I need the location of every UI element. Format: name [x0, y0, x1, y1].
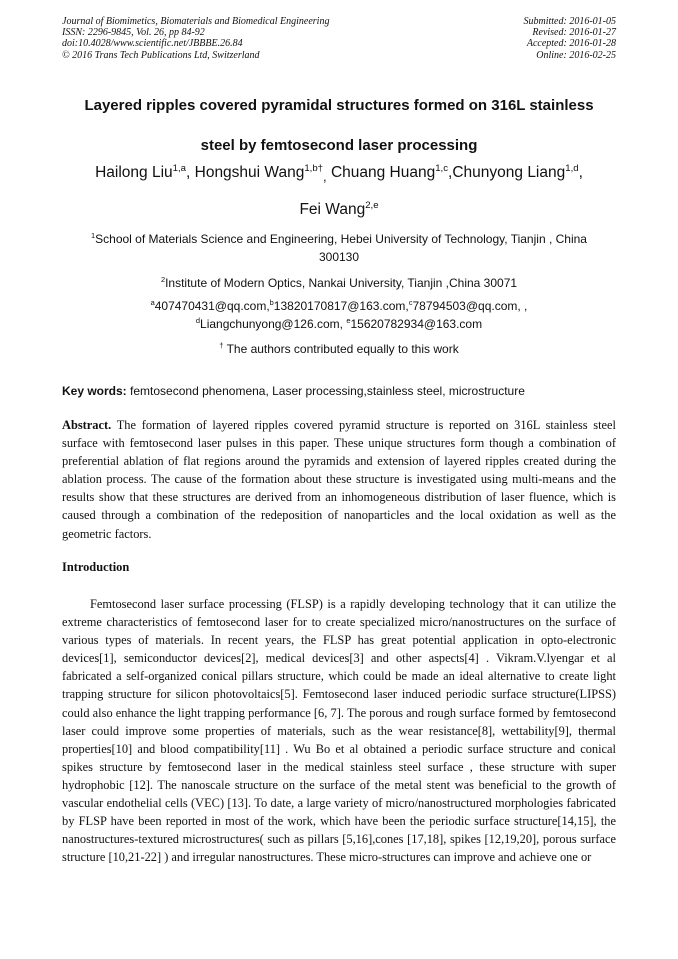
journal-name: Journal of Biomimetics, Biomaterials and Biomedical Engineering: [62, 16, 330, 27]
email-sup: b: [269, 298, 274, 307]
note-sup: †: [219, 341, 224, 350]
title-line-2: steel by femtosecond laser processing: [200, 137, 478, 154]
email-address: Liangchunyong@126.com,: [200, 317, 343, 331]
date-online: Online: 2016-02-25: [536, 49, 616, 61]
email-address: 15620782934@163.com: [350, 317, 483, 331]
author-name: Chuang Huang: [330, 164, 436, 181]
email-address: 407470431@qq.com,: [154, 299, 270, 313]
author-sup: 1,b†: [304, 162, 324, 174]
email-sup: a: [150, 298, 155, 307]
affiliation-text: Institute of Modern Optics, Nankai University, Tianjin ,China 30071: [165, 276, 518, 290]
affiliation-sup: 2: [160, 275, 166, 284]
email-sup: e: [346, 316, 351, 325]
introduction-text: Femtosecond laser surface processing (FLSP) is a rapidly developing technology that it can utilize the extreme characteristics of femtosecond laser for to create specialized micro/nanostructures on the surface of various types of materials. In recent years, the FLSP has great potential application in opto-electronic devices[1], semiconductor devices[2], medical devices[3] and other aspects[4] . Vikram.V.lyengar et al fabricated a self-organized conical pillars structure, which could be made an ideal alternative to create light trapping structure for silicon photovoltaics[5]. Femtosecond laser induced periodic surface structure(LIPSS) could also enhance the light trapping performance [6, 7]. The porous and rough surface formed by femtosecond laser could improve some properties of materials, such as the wear resistance[8], wettability[9], thermal properties[10] and blood compatibility[11] . Wu Bo et al obtained a periodic surface structure and conical spikes structure by femtosecond laser in the medical stainless steel surface , these structure with super hydrophobic [12]. The nanoscale structure on the surface of the metal stent was beneficial to the growth of vascular endothelial cells (VEC) [13]. To date, a large variety of micro/nanostructured morphologies fabricated by FLSP have been reported in most of the work, which have been the periodic surface structure[14,15], the nanostructures-textured microstructures( such as pillars [5,16],cones [17,18], spikes [12,19,20], porous surface structure [10,21-22] ) and irregular nanostructures. These micro-structures can improve and achieve one or: [62, 597, 616, 865]
keywords: [62, 383, 616, 399]
author-line-2: [40, 193, 638, 226]
equal-contribution-note: [70, 340, 608, 358]
note-text: The authors contributed equally to this work: [226, 342, 459, 356]
email-list: [70, 297, 608, 333]
affiliation-text: School of Materials Science and Engineering, Hebei University of Technology, Tianjin , China 300130: [95, 232, 587, 264]
email-line-2: [70, 315, 608, 333]
email-line-1: [70, 297, 608, 315]
abstract-text: The formation of layered ripples covered pyramid structure is reported on 316L stainless steel surface with femtosecond laser pulses in this paper. These unique structures form though a combination of preferential ablation of flat regions around the pyramids and extension of layered ripples created during the ablation process. The cause of the formation about these structure is investigated using multi-means and the results show that these structures are derived from an inhomogeneous distribution of laser fluence, which is caused through a combination of the redeposition of nanoparticles and the local oxidation as well as the geometric factors.: [62, 418, 617, 541]
journal-info: [62, 16, 329, 61]
keywords-text: femtosecond phenomena, Laser processing,stainless steel, microstructure: [130, 384, 525, 398]
title-line-1: Layered ripples covered pyramidal structures formed on 316L stainless: [84, 97, 594, 114]
affiliation-sup: 1: [91, 231, 96, 240]
submission-dates: [524, 16, 617, 61]
journal-issn: ISSN: 2296-9845, Vol. 26, pp 84-92: [62, 27, 205, 39]
date-revised: Revised: 2016-01-27: [532, 27, 616, 39]
author-name: Hailong Liu: [95, 164, 173, 181]
author-sup: 1,d: [565, 162, 579, 174]
author-line-1: Hailong Liu$^{1,a}$, Hongshui Wang$^{1,b\dagger}_,$ Chuang Huang$^{1,c}$,Chunyong Liang$^{1,d}$,: [95, 162, 583, 185]
abstract: [62, 416, 616, 543]
email-sup: d: [195, 316, 201, 325]
journal-doi: doi:10.4028/www.scientific.net/JBBBE.26.84: [62, 38, 243, 50]
journal-copyright: © 2016 Trans Tech Publications Ltd, Switzerland: [62, 49, 260, 61]
date-submitted: Submitted: 2016-01-05: [523, 16, 616, 27]
date-accepted: Accepted: 2016-01-28: [526, 38, 616, 50]
author-name: Chunyong Liang: [452, 164, 566, 181]
introduction-heading: Introduction: [62, 560, 130, 574]
author-sup: 1,a: [172, 162, 186, 174]
affiliation-2: [70, 274, 608, 292]
paper-title: [40, 86, 638, 166]
author-list: [40, 156, 638, 226]
author-sup: 2,e: [365, 199, 379, 211]
email-address: 13820170817@163.com,: [273, 299, 409, 313]
email-sup: c: [408, 298, 413, 307]
author-name: Fei Wang: [299, 201, 366, 219]
email-address: 78794503@qq.com, ,: [412, 299, 528, 313]
author-name: Hongshui Wang: [194, 164, 305, 181]
affiliation-1: [70, 230, 608, 266]
author-sup: 1,c: [435, 162, 449, 174]
keywords-label: Key words:: [62, 384, 127, 398]
abstract-label: Abstract.: [62, 418, 112, 432]
